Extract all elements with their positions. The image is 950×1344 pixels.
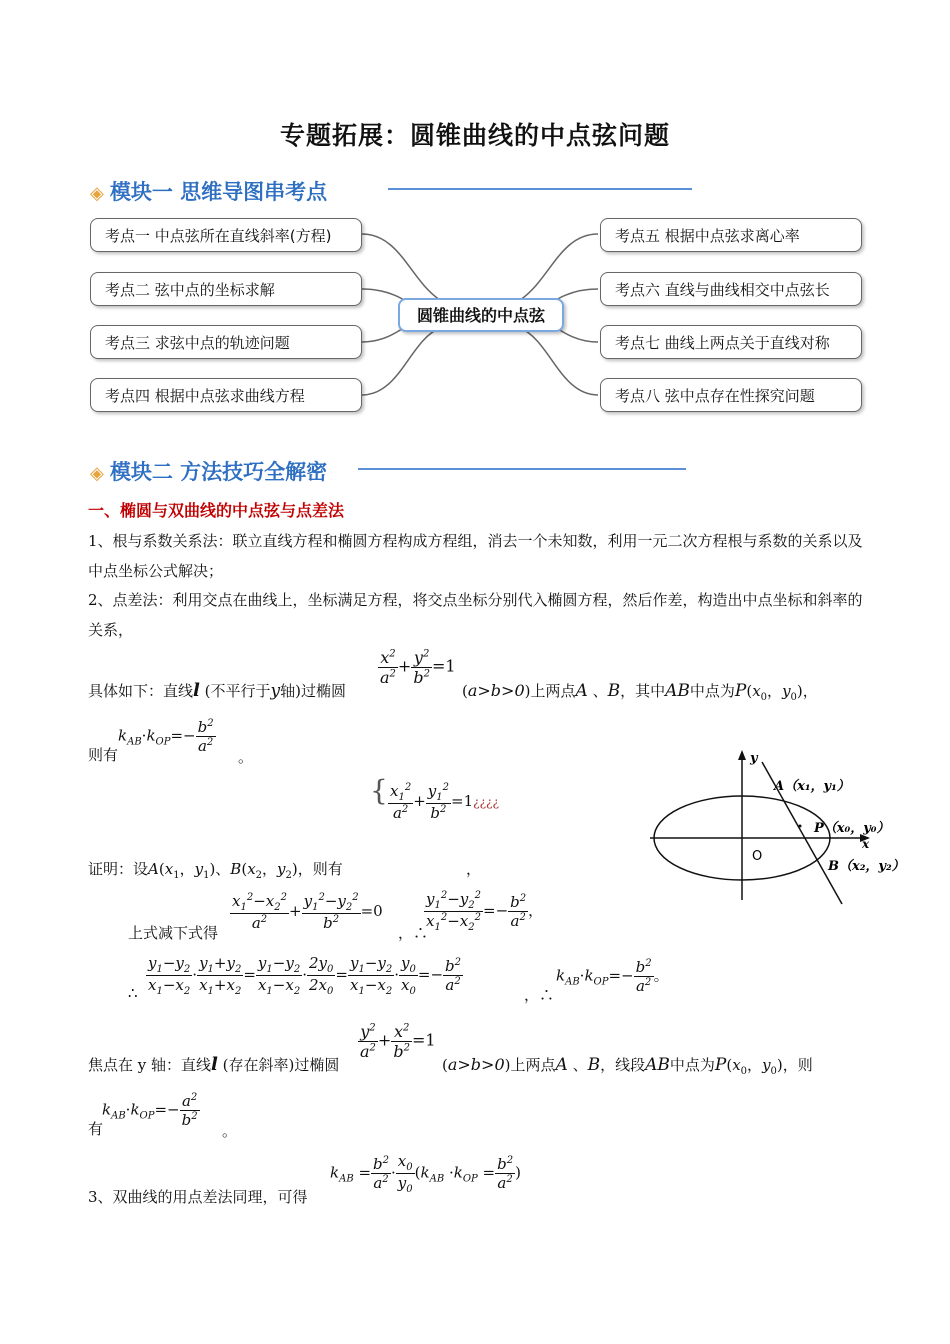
proof-block: { $\frac{x_1^2}{a^2}$ + $\frac{y_1^2}{b^2}$ =1¿¿¿¿ 证明：设$A(x_1$，$y_1$)、$B(x_2$，$y_2$)，则有 ， [88,774,499,881]
focus-y-mid2: 上两点 [510,1056,556,1074]
mindmap-node-3: 考点三 求弦中点的轨迹问题 [90,325,362,359]
ellipse-diagram [650,748,910,908]
focus-y-end: ，则 [782,1056,813,1074]
mindmap-node-7: 考点七 曲线上两点关于直线对称 [600,325,862,359]
section-title: 一、椭圆与双曲线的中点弦与点差法 [88,501,345,520]
point-b-label: B（x₂，y₂） [828,859,905,874]
derivation-chain: ∴ $\frac{y_1-y_2}{x_1-x_2}$ · $\frac{y_1+y_2}{x_1+x_2}$ = $\frac{y_1-y_2}{x_1-x_2}$ · $\frac{2y_0}{2x_0}$ = $\frac{y_1-y_2}{x_1-x_2}$ · $\frac{y_0}{x_0}$ =− $\frac{b^2}{a^2}$ ，∴ $k_{AB}\cdot k_{OP}=-$ $\frac{b^2}{a^2}$ 。 [128,954,669,1004]
origin-label: O [752,849,763,864]
module-two-label: 模块二 方法技巧全解密 [109,460,328,484]
p3-mid3: 上两点 [530,682,576,700]
module-two-divider [358,468,686,470]
y-label: y [750,751,758,766]
x-label: x [862,837,870,851]
focus-y-mid4: 中点为 [669,1056,715,1074]
connector-4 [362,328,440,395]
module-one-label: 模块一 思维导图串考点 [109,180,328,204]
then-label: 则有 [88,746,119,764]
focus-y-prefix: 焦点在 y 轴：直线 [88,1056,212,1074]
p3-mid4: ，其中 [620,682,666,700]
result-formula-1: $k_{AB}\cdot k_{OP}=-$ $\frac{b^2}{a^2}$ 则有 。 [88,718,254,766]
module-one-divider [388,188,692,190]
mindmap-node-1: 考点一 中点弦所在直线斜率(方程) [90,218,362,252]
p3-mid2: 轴)过椭圆 [280,682,346,700]
point-p-label: P（x₀，y₀） [814,821,890,836]
paragraph-4: 3、双曲线的用点差法同理，可得 $k_{AB}$ = $\frac{b^2}{a^2}$ · $\frac{x_0}{y_0}$ ($k_{AB} \cdot k_{OP}$ = $\frac{b^2}{a^2}$ ) [88,1152,521,1206]
proof-label: 证明：设 [88,860,149,878]
paragraph-3: 具体如下：直线l (不平行于y轴)过椭圆 $\frac{x^2}{a^2}$ + $\frac{y^2}{b^2}$ =1 (a>b>0)上两点A 、B，其中AB中点为$P(x_0$，$y_0$)， [88,648,818,703]
focus-y-paragraph: 焦点在 y 轴：直线l (存在斜率)过椭圆 $\frac{y^2}{a^2}$ + $\frac{x^2}{b^2}$ =1 (a>b>0)上两点A 、B，线段AB中点为$P(x_0$，$y_0$)，则 [88,1022,813,1077]
result-formula-2: $k_{AB}\cdot k_{OP}=-$ $\frac{a^2}{b^2}$ 有 。 [88,1092,238,1140]
subtract-block: 上式减下式得 $\frac{x_1^2-x_2^2}{a^2}$ + $\frac{y_1^2-y_2^2}{b^2}$ =0 ，∴ $\frac{y_1^2-y_2^2}{x_1^2-x_2^2}$ =− $\frac{b^2}{a^2}$ ， [128,890,544,942]
focus-y-mid1: (存在斜率)过椭圆 [222,1056,340,1074]
mindmap-node-4: 考点四 根据中点弦求曲线方程 [90,378,362,412]
p3-mid5: 中点为 [689,682,735,700]
has-label: 有 [88,1120,104,1138]
mindmap-node-8: 考点八 弦中点存在性探究问题 [600,378,862,412]
mindmap-node-5: 考点五 根据中点弦求离心率 [600,218,862,252]
page-title: 专题拓展：圆锥曲线的中点弦问题 [279,121,670,150]
mindmap-center: 圆锥曲线的中点弦 [398,298,564,332]
focus-y-mid3: ，线段 [600,1056,646,1074]
connector-8 [520,328,598,395]
midpoint-dot [799,825,802,828]
p3-mid1: (不平行于 [204,682,271,700]
y-arrow-icon [738,750,746,760]
diamond-arrow-icon: ◈ [90,183,104,204]
point-a-label: A（x₁，y₁） [774,779,850,794]
mindmap-node-2: 考点二 弦中点的坐标求解 [90,272,362,306]
diamond-arrow-icon: ◈ [90,463,104,484]
subtract-label: 上式减下式得 [128,924,219,942]
paragraph-4-text: 3、双曲线的用点差法同理，可得 [88,1188,308,1206]
paragraph-1: 1、根与系数关系法：联立直线方程和椭圆方程构成方程组，消去一个未知数，利用一元二次方程根与系数的关系以及中点坐标公式解决； [88,532,863,580]
paragraph-2: 2、点差法：利用交点在曲线上，坐标满足方程，将交点坐标分别代入椭圆方程，然后作差，构造出中点坐标和斜率的关系， [88,591,863,639]
proof-then: ，则有 [297,860,343,878]
mindmap-node-6: 考点六 直线与曲线相交中点弦长 [600,272,862,306]
module-two-header [90,456,327,486]
p3-prefix: 具体如下：直线 [88,682,194,700]
